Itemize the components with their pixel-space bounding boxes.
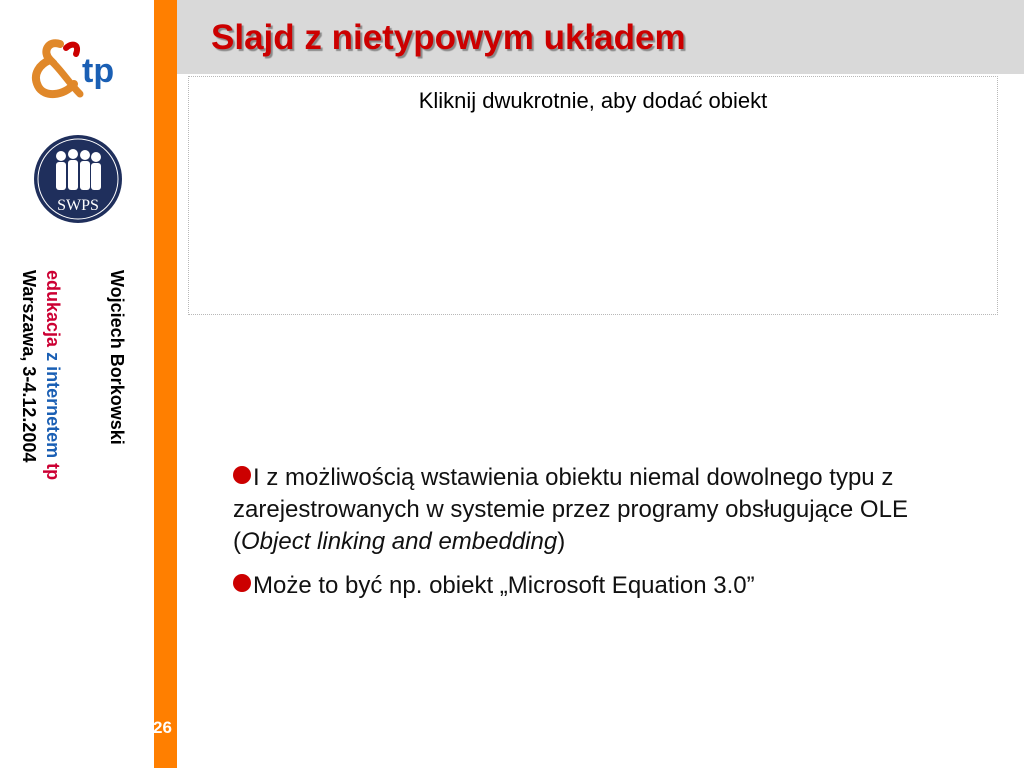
slide-title[interactable]: Slajd z nietypowym układem bbox=[211, 18, 686, 57]
event-name bbox=[42, 270, 64, 480]
object-placeholder-text: Kliknij dwukrotnie, aby dodać obiekt bbox=[418, 88, 768, 113]
bullet-item-ole bbox=[233, 462, 968, 558]
orange-sidebar-bar bbox=[154, 0, 177, 768]
event-part-edukacja: edukacja bbox=[43, 270, 63, 348]
swps-logo-text: SWPS bbox=[57, 197, 99, 214]
bullet-item-equation-text: Może to być np. obiekt „Microsoft Equation 3.0” bbox=[253, 572, 755, 599]
bullet-item-equation bbox=[233, 570, 968, 602]
page-number: 26 bbox=[153, 718, 172, 737]
bullet-item-ole-text: I z możliwością wstawienia obiektu niemal dowolnego typu z zarejestrowanych w systemie przez programy obsługujące OLE ( bbox=[233, 464, 908, 555]
bullet-dot-icon bbox=[233, 574, 251, 592]
event-part-tp: tp bbox=[43, 463, 63, 481]
place-date: Warszawa, 3-4.12.2004 bbox=[19, 270, 39, 463]
bullet-list[interactable] bbox=[233, 462, 968, 614]
object-placeholder-box[interactable] bbox=[188, 76, 998, 315]
swps-logo-icon bbox=[33, 134, 123, 224]
event-part-z: z bbox=[43, 352, 63, 362]
tp-logo-text: tp bbox=[82, 52, 115, 90]
event-part-internetem: internetem bbox=[43, 366, 63, 459]
author-name: Wojciech Borkowski bbox=[107, 270, 127, 445]
tp-logo-icon bbox=[30, 38, 130, 102]
bullet-dot-icon bbox=[233, 466, 251, 484]
bullet-item-ole-italic: Object linking and embedding bbox=[241, 528, 558, 555]
bullet-item-ole-end: ) bbox=[557, 528, 566, 555]
